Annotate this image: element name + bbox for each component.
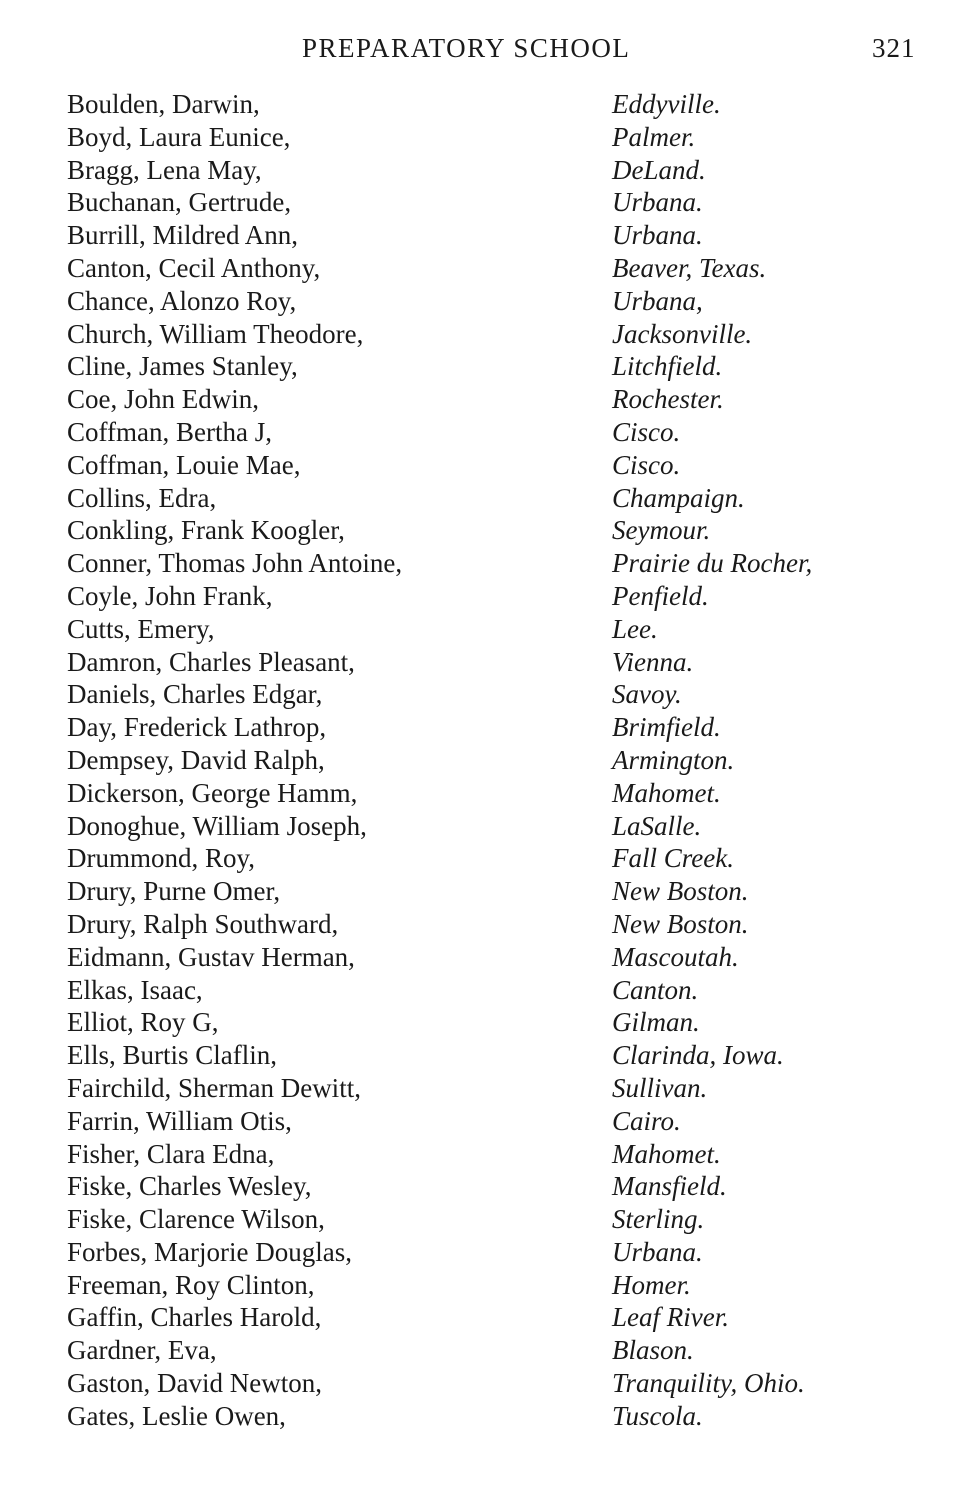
student-name: Forbes, Marjorie Douglas, (67, 1236, 352, 1267)
student-name: Boulden, Darwin, (67, 89, 260, 119)
page-title: PREPARATORY SCHOOL (302, 33, 631, 63)
list-item (0, 810, 977, 843)
student-hometown: Litchfield. (612, 351, 723, 382)
student-hometown: Mascoutah. (612, 941, 739, 972)
student-name: Gardner, Eva, (67, 1335, 217, 1366)
student-name: Fisher, Clara Edna, (67, 1138, 275, 1169)
list-item (0, 482, 977, 515)
student-hometown: Canton. (612, 974, 699, 1005)
list-item (0, 1105, 977, 1138)
student-hometown: Urbana, (612, 285, 703, 316)
list-item (0, 1367, 977, 1400)
student-name: Freeman, Roy Clinton, (67, 1269, 315, 1300)
student-name: Buchanan, Gertrude, (67, 187, 292, 218)
student-name: Gaston, David Newton, (67, 1368, 322, 1399)
student-name: Fairchild, Sherman Dewitt, (67, 1072, 361, 1103)
student-name: Church, William Theodore, (67, 318, 364, 349)
running-head (0, 30, 977, 66)
student-hometown: Brimfield. (612, 712, 721, 743)
list-item (0, 1301, 977, 1334)
student-name: Boyd, Laura Eunice, (67, 121, 291, 152)
list-item (0, 219, 977, 252)
list-item (0, 547, 977, 580)
student-name: Drummond, Roy, (67, 843, 255, 874)
list-item (0, 580, 977, 613)
student-name: Elliot, Roy G, (67, 1007, 219, 1038)
student-name: Fiske, Clarence Wilson, (67, 1204, 325, 1235)
student-hometown: Mahomet. (612, 1138, 721, 1169)
list-item (0, 154, 977, 187)
student-hometown: Cairo. (612, 1105, 681, 1136)
student-hometown: Mahomet. (612, 777, 721, 808)
list-item (0, 678, 977, 711)
student-hometown: Rochester. (612, 384, 724, 415)
student-hometown: Sullivan. (612, 1072, 708, 1103)
student-name: Dempsey, David Ralph, (67, 744, 325, 775)
list-item (0, 1039, 977, 1072)
student-name: Canton, Cecil Anthony, (67, 252, 321, 283)
student-name: Collins, Edra, (67, 482, 217, 513)
student-name: Damron, Charles Pleasant, (67, 646, 355, 677)
list-item (0, 711, 977, 744)
student-name: Drury, Ralph Southward, (67, 908, 339, 939)
student-name: Cline, James Stanley, (67, 351, 298, 382)
list-item (0, 88, 977, 121)
student-hometown: Urbana. (612, 1236, 703, 1267)
student-hometown: Fall Creek. (612, 843, 734, 874)
list-item (0, 252, 977, 285)
student-hometown: Sterling. (612, 1204, 705, 1235)
list-item (0, 1138, 977, 1171)
student-hometown: Penfield. (612, 580, 709, 611)
student-hometown: Leaf River. (612, 1302, 729, 1333)
student-hometown: Jacksonville. (612, 318, 753, 349)
student-hometown: Champaign. (612, 482, 745, 513)
page-number: 321 (872, 33, 916, 63)
list-item (0, 646, 977, 679)
student-name: Dickerson, George Hamm, (67, 777, 358, 808)
list-item (0, 1006, 977, 1039)
list-item (0, 285, 977, 318)
student-hometown: Mansfield. (612, 1171, 727, 1202)
student-hometown: Blason. (612, 1335, 694, 1366)
list-item (0, 613, 977, 646)
list-item (0, 1334, 977, 1367)
list-item (0, 416, 977, 449)
student-hometown: Urbana. (612, 187, 703, 218)
student-name: Daniels, Charles Edgar, (67, 679, 323, 710)
student-hometown: DeLand. (612, 154, 706, 185)
list-item (0, 350, 977, 383)
list-item (0, 514, 977, 547)
list-item (0, 121, 977, 154)
student-hometown: Clarinda, Iowa. (612, 1040, 784, 1071)
student-name: Chance, Alonzo Roy, (67, 285, 297, 316)
list-item (0, 449, 977, 482)
student-hometown: New Boston. (612, 908, 749, 939)
student-name: Coyle, John Frank, (67, 580, 273, 611)
list-item (0, 974, 977, 1007)
list-item (0, 908, 977, 941)
list-item (0, 1170, 977, 1203)
student-hometown: Urbana. (612, 220, 703, 251)
list-item (0, 1203, 977, 1236)
list-item (0, 875, 977, 908)
student-name: Coffman, Bertha J, (67, 416, 272, 447)
student-hometown: Homer. (612, 1269, 691, 1300)
list-item (0, 1236, 977, 1269)
student-hometown: Armington. (612, 744, 735, 775)
student-name: Conner, Thomas John Antoine, (67, 548, 403, 579)
student-list (0, 88, 977, 1433)
list-item (0, 842, 977, 875)
student-name: Farrin, William Otis, (67, 1105, 292, 1136)
student-hometown: Vienna. (612, 646, 694, 677)
student-name: Drury, Purne Omer, (67, 876, 281, 907)
list-item (0, 1072, 977, 1105)
student-name: Bragg, Lena May, (67, 154, 262, 185)
student-name: Gaffin, Charles Harold, (67, 1302, 322, 1333)
student-name: Coe, John Edwin, (67, 384, 259, 415)
student-hometown: Savoy. (612, 679, 682, 710)
student-name: Cutts, Emery, (67, 613, 215, 644)
student-hometown: Gilman. (612, 1007, 700, 1038)
student-name: Donoghue, William Joseph, (67, 810, 367, 841)
student-hometown: New Boston. (612, 876, 749, 907)
student-hometown: Lee. (612, 613, 658, 644)
student-hometown: Prairie du Rocher, (612, 548, 813, 579)
list-item (0, 383, 977, 416)
student-hometown: Tranquility, Ohio. (612, 1368, 805, 1399)
student-name: Conkling, Frank Koogler, (67, 515, 345, 546)
student-name: Gates, Leslie Owen, (67, 1400, 286, 1431)
student-name: Fiske, Charles Wesley, (67, 1171, 312, 1202)
list-item (0, 744, 977, 777)
student-name: Coffman, Louie Mae, (67, 449, 301, 480)
student-hometown: Cisco. (612, 416, 681, 447)
student-hometown: LaSalle. (612, 810, 702, 841)
student-hometown: Palmer. (612, 121, 696, 152)
student-hometown: Cisco. (612, 449, 681, 480)
student-name: Ells, Burtis Claflin, (67, 1040, 278, 1071)
list-item (0, 941, 977, 974)
student-hometown: Seymour. (612, 515, 711, 546)
student-hometown: Tuscola. (612, 1400, 703, 1431)
student-name: Elkas, Isaac, (67, 974, 203, 1005)
student-hometown: Beaver, Texas. (612, 252, 767, 283)
list-item (0, 777, 977, 810)
student-hometown: Eddyville. (612, 89, 721, 119)
list-item (0, 1269, 977, 1302)
student-name: Eidmann, Gustav Herman, (67, 941, 355, 972)
list-item (0, 186, 977, 219)
student-name: Burrill, Mildred Ann, (67, 220, 298, 251)
student-name: Day, Frederick Lathrop, (67, 712, 327, 743)
list-item (0, 318, 977, 351)
list-item (0, 1400, 977, 1433)
